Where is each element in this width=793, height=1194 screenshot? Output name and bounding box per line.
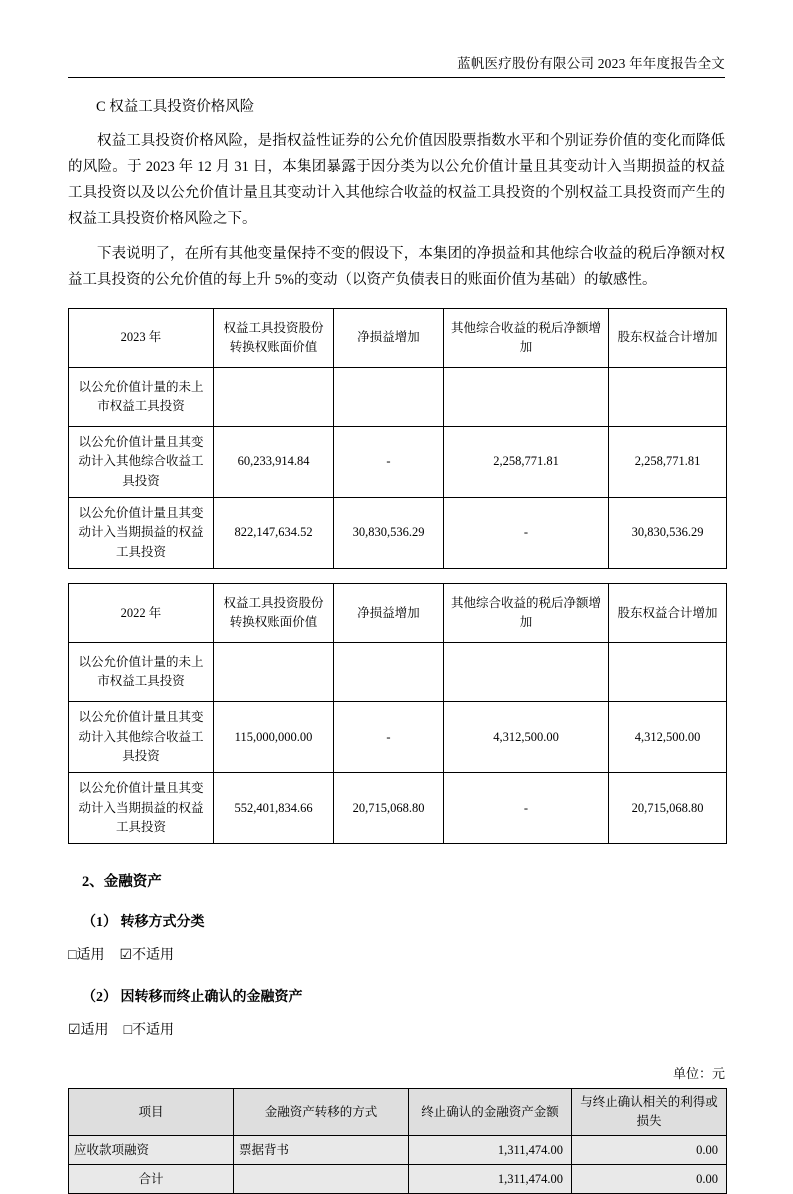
cell-item-total: 合计 xyxy=(69,1164,234,1193)
choice-transfer-classification xyxy=(68,945,725,966)
table-derecognized-financial-assets xyxy=(68,1088,727,1194)
table-row xyxy=(69,498,727,569)
col-header-item: 项目 xyxy=(69,1089,234,1136)
cell-value: - xyxy=(444,498,609,569)
col-header-oci: 其他综合收益的税后净额增加 xyxy=(444,584,609,643)
cell-value: 30,830,536.29 xyxy=(334,498,444,569)
cell-value xyxy=(214,367,334,426)
table-2022-sensitivity xyxy=(68,583,727,844)
col-header-oci: 其他综合收益的税后净额增加 xyxy=(444,308,609,367)
table-row xyxy=(69,367,727,426)
cell-amount: 1,311,474.00 xyxy=(409,1135,572,1164)
cell-item: 应收款项融资 xyxy=(69,1135,234,1164)
cell-value: 20,715,068.80 xyxy=(334,773,444,844)
col-header-net-profit: 净损益增加 xyxy=(334,308,444,367)
row-label: 以公允价值计量的未上市权益工具投资 xyxy=(69,643,214,702)
row-label: 以公允价值计量且其变动计入其他综合收益工具投资 xyxy=(69,702,214,773)
cell-transfer-method xyxy=(234,1164,409,1193)
paragraph-sensitivity-note: 下表说明了，在所有其他变量保持不变的假设下，本集团的净损益和其他综合收益的税后净额对权益工具投资的公允价值的每上升 5%的变动（以资产负债表日的账面价值为基础）的敏感性。 xyxy=(68,246,725,289)
table-row xyxy=(69,426,727,497)
unit-label: 单位：元 xyxy=(672,1066,725,1082)
cell-gain-loss: 0.00 xyxy=(572,1135,727,1164)
option-not-applicable[interactable]: ☑不适用 xyxy=(119,948,175,964)
col-header-carrying-value: 权益工具投资股份转换权账面价值 xyxy=(214,308,334,367)
cell-gain-loss: 0.00 xyxy=(572,1164,727,1193)
option-applicable[interactable]: ☑适用 xyxy=(68,1023,109,1039)
cell-value: 552,401,834.66 xyxy=(214,773,334,844)
cell-value xyxy=(444,367,609,426)
cell-value: 822,147,634.52 xyxy=(214,498,334,569)
table-row xyxy=(69,584,727,643)
table-row xyxy=(69,643,727,702)
cell-value xyxy=(609,367,727,426)
option-not-applicable[interactable]: □不适用 xyxy=(123,1023,175,1039)
section-title: C 权益工具投资价格风险 xyxy=(96,99,255,115)
row-label: 以公允价值计量且其变动计入当期损益的权益工具投资 xyxy=(69,773,214,844)
row-label: 以公允价值计量的未上市权益工具投资 xyxy=(69,367,214,426)
cell-value: 115,000,000.00 xyxy=(214,702,334,773)
table-row xyxy=(69,1089,727,1136)
col-header-net-profit: 净损益增加 xyxy=(334,584,444,643)
col-header-year: 2022 年 xyxy=(69,584,214,643)
cell-value: 2,258,771.81 xyxy=(609,426,727,497)
table-row xyxy=(69,1135,727,1164)
col-header-carrying-value: 权益工具投资股份转换权账面价值 xyxy=(214,584,334,643)
table-row xyxy=(69,1164,727,1193)
row-label: 以公允价值计量且其变动计入当期损益的权益工具投资 xyxy=(69,498,214,569)
option-applicable[interactable]: □适用 xyxy=(68,948,105,964)
cell-value: 30,830,536.29 xyxy=(609,498,727,569)
cell-value: - xyxy=(444,773,609,844)
heading-financial-assets: 2、金融资产 xyxy=(82,874,162,891)
col-header-equity-total: 股东权益合计增加 xyxy=(609,308,727,367)
col-header-derecognized-amount: 终止确认的金融资产金额 xyxy=(409,1089,572,1136)
table-2023-sensitivity xyxy=(68,308,727,569)
paragraph-risk-definition: 权益工具投资价格风险，是指权益性证券的公允价值因股票指数水平和个别证券价值的变化而降低的风险。于 2023 年 12 月 31 日，本集团暴露于因分类为以公允价值计量且其变动计入当期损益的权益工具投资以及以公允价值计量且其变动计入其他综合收益的权益工具投资的个别权益工具投资而产生的权益工具投资价格风险之下。 xyxy=(68,133,725,227)
col-header-transfer-method: 金融资产转移的方式 xyxy=(234,1089,409,1136)
cell-value: 4,312,500.00 xyxy=(609,702,727,773)
cell-transfer-method: 票据背书 xyxy=(234,1135,409,1164)
cell-value xyxy=(214,643,334,702)
cell-value xyxy=(334,643,444,702)
cell-value xyxy=(609,643,727,702)
cell-value: - xyxy=(334,702,444,773)
col-header-year: 2023 年 xyxy=(69,308,214,367)
cell-amount: 1,311,474.00 xyxy=(409,1164,572,1193)
header-divider xyxy=(68,77,725,78)
cell-value: 60,233,914.84 xyxy=(214,426,334,497)
table-row xyxy=(69,773,727,844)
heading-transfer-classification: （1） 转移方式分类 xyxy=(82,915,205,931)
choice-derecognized-assets xyxy=(68,1020,725,1041)
running-title: 蓝帆医疗股份有限公司 2023 年年度报告全文 xyxy=(457,56,725,71)
col-header-gain-loss: 与终止确认相关的利得或损失 xyxy=(572,1089,727,1136)
row-label: 以公允价值计量且其变动计入其他综合收益工具投资 xyxy=(69,426,214,497)
heading-derecognized-assets: （2） 因转移而终止确认的金融资产 xyxy=(82,990,303,1006)
cell-value: 20,715,068.80 xyxy=(609,773,727,844)
table-row xyxy=(69,702,727,773)
col-header-equity-total: 股东权益合计增加 xyxy=(609,584,727,643)
cell-value: 2,258,771.81 xyxy=(444,426,609,497)
cell-value xyxy=(444,643,609,702)
page-header xyxy=(68,0,725,72)
table-row xyxy=(69,308,727,367)
cell-value xyxy=(334,367,444,426)
cell-value: - xyxy=(334,426,444,497)
cell-value: 4,312,500.00 xyxy=(444,702,609,773)
